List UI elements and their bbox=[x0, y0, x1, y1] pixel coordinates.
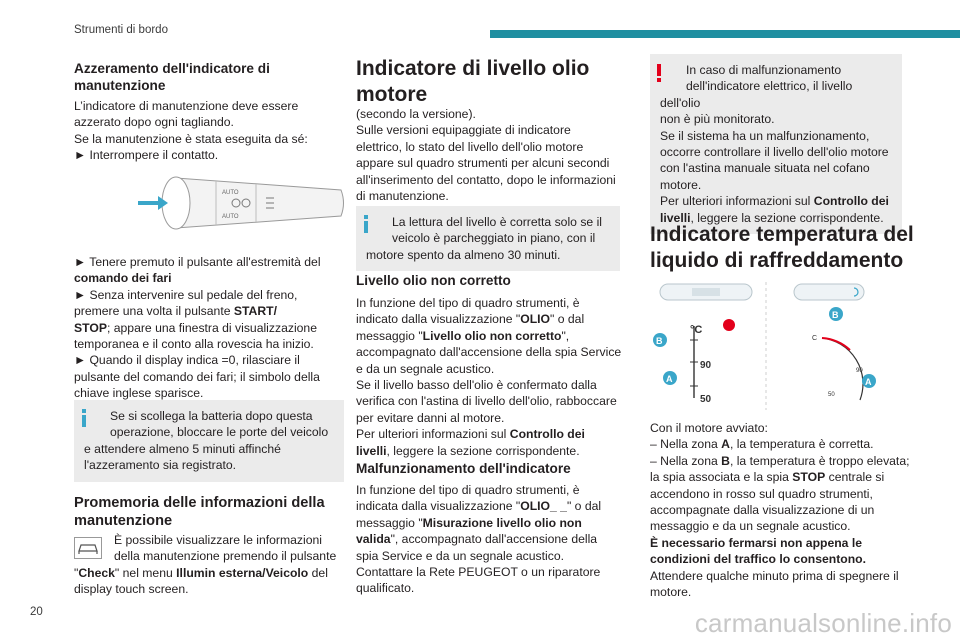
text-line: operazione, bloccare le porte del veicolo bbox=[110, 425, 329, 440]
title-line: liquido di raffreddamento bbox=[650, 249, 904, 272]
zone-b-label: B bbox=[832, 310, 839, 320]
info-icon bbox=[81, 409, 87, 427]
text-line: verifica con l'astina di livello dell'olio, rabboccare bbox=[356, 394, 617, 409]
text-span: , leggere la sezione corrispondente. bbox=[690, 210, 884, 225]
text-span: livelli bbox=[660, 210, 691, 225]
text-line: motore spento da almeno 30 minuti. bbox=[366, 247, 561, 262]
text-span: , leggere la sezione corrispondente. bbox=[386, 443, 580, 458]
text-line: condizioni del traffico lo consentono. bbox=[650, 552, 866, 567]
text-line: Se il livello basso dell'olio è confermato dalla bbox=[356, 378, 597, 393]
text-line: elettrico, lo stato del livello dell'olio motore bbox=[356, 139, 584, 154]
text-line: veicolo è parcheggiato in piano, con il bbox=[392, 231, 596, 246]
reminder-paragraph bbox=[74, 532, 336, 598]
zone-a-label: A bbox=[666, 374, 673, 384]
text-line: accompagnate dalla visualizzazione di un bbox=[650, 503, 875, 518]
text-line: Attendere qualche minuto prima di spegnere il bbox=[650, 568, 899, 583]
arc-label-50: 50 bbox=[828, 392, 835, 398]
oil-incorrect-heading: Livello olio non corretto bbox=[356, 273, 511, 288]
text-span: – Nella zona bbox=[650, 437, 722, 452]
oil-malfunction-heading: Malfunzionamento dell'indicatore bbox=[356, 461, 571, 476]
coolant-paragraph bbox=[650, 420, 910, 600]
text-line: accompagnato dall'accensione della spia Service bbox=[356, 345, 622, 360]
text-line: comando dei fari bbox=[74, 271, 172, 286]
text-span: Illumin esterna/Veicolo bbox=[176, 565, 309, 580]
reminder-title bbox=[74, 494, 325, 530]
arc-label-c: C bbox=[812, 335, 818, 342]
text-span: Check bbox=[78, 565, 115, 580]
text-span: valida bbox=[356, 532, 391, 547]
info-box-battery bbox=[74, 400, 344, 482]
watermark: carmanualsonline.info bbox=[694, 608, 952, 638]
text-span: Misurazione livello olio non bbox=[422, 515, 582, 530]
text-line: messaggio e da un segnale acustico. bbox=[650, 519, 851, 534]
text-line: Contattare la Rete PEUGEOT o un riparatore bbox=[356, 565, 601, 580]
header-accent-bar bbox=[490, 30, 960, 38]
text-line: Se il sistema ha un malfunzionamento, bbox=[660, 128, 870, 143]
text-line: (secondo la versione). bbox=[356, 107, 476, 121]
text-line: con l'astina manuale situata nel cofano bbox=[660, 161, 870, 176]
text-line: ► Senza intervenire sul pedale del freno, bbox=[74, 287, 298, 302]
page-number: 20 bbox=[30, 606, 43, 618]
text-span: OLIO bbox=[520, 312, 551, 327]
text-line: azzerato dopo ogni tagliando. bbox=[74, 115, 234, 130]
text-line: motore. bbox=[660, 177, 702, 192]
oil-level-title bbox=[356, 56, 589, 108]
text-span: A bbox=[721, 437, 730, 452]
stalk-label: AUTO bbox=[222, 190, 239, 196]
reminder-title-line: Promemoria delle informazioni della bbox=[74, 495, 325, 511]
text-line: ► Tenere premuto il pulsante all'estremità del bbox=[74, 255, 321, 269]
dashboard-left-icon bbox=[660, 284, 752, 300]
text-span: messaggio " bbox=[356, 328, 423, 343]
text-line: accendono in rosso sul quadro strumenti, bbox=[650, 486, 873, 501]
text-line: non è più monitorato. bbox=[660, 112, 775, 127]
section-header: Strumenti di bordo bbox=[74, 24, 168, 36]
text-line: Se si scollega la batteria dopo questa bbox=[110, 409, 313, 423]
light-stalk-illustration bbox=[136, 168, 346, 238]
text-line: display touch screen. bbox=[74, 582, 189, 597]
gauge-unit-label: °C bbox=[690, 324, 703, 336]
info-box-oil-reading bbox=[356, 206, 620, 271]
text-line: di manutenzione. bbox=[356, 189, 449, 204]
text-span: Per ulteriori informazioni sul bbox=[356, 427, 510, 442]
warning-lamp-icon bbox=[723, 319, 735, 331]
text-line: Se la manutenzione è stata eseguita da sé: bbox=[74, 131, 308, 146]
text-line: spia Service e da un segnale acustico. bbox=[356, 548, 564, 563]
text-line: per evitare danni al motore. bbox=[356, 410, 505, 425]
text-line: pulsante del comando dei fari; il simbolo della bbox=[74, 369, 320, 384]
text-span: del bbox=[308, 565, 328, 580]
text-span: la spia associata e la spia bbox=[650, 470, 793, 485]
text-line: Sulle versioni equipaggiate di indicatore bbox=[356, 123, 571, 138]
text-line: ► Quando il display indica =0, rilasciare il bbox=[74, 353, 300, 368]
text-line: La lettura del livello è corretta solo se il bbox=[392, 215, 603, 229]
text-span: OLIO_ _ bbox=[520, 499, 567, 514]
oil-incorrect-paragraph bbox=[356, 295, 621, 459]
text-span: messaggio " bbox=[356, 515, 423, 530]
text-line: In caso di malfunzionamento bbox=[686, 63, 842, 77]
text-span: " nel menu bbox=[114, 565, 177, 580]
title-line: motore bbox=[356, 83, 428, 106]
text-span: Livello olio non corretto bbox=[422, 328, 562, 343]
text-span: ; appare una finestra di visualizzazione bbox=[106, 320, 317, 335]
text-line: e da un segnale acustico. bbox=[356, 361, 495, 376]
text-span: premere una volta il pulsante bbox=[74, 304, 234, 319]
coolant-temp-title bbox=[650, 222, 914, 274]
coolant-gauges-illustration bbox=[650, 280, 882, 412]
dashboard-right-icon bbox=[794, 284, 864, 300]
arc-label-90: 90 bbox=[856, 368, 863, 374]
warning-icon bbox=[656, 64, 662, 82]
text-line: motore. bbox=[650, 585, 692, 600]
text-span: STOP bbox=[792, 470, 826, 485]
gauge-value-label: 90 bbox=[700, 360, 712, 371]
text-span: " o dal bbox=[566, 499, 602, 514]
reminder-title-line: manutenzione bbox=[74, 513, 173, 529]
text-line: all'inserimento del contatto, dopo le informazioni bbox=[356, 172, 616, 187]
text-span: , la temperatura è troppo elevata; bbox=[729, 453, 910, 468]
title-line: Indicatore temperatura del bbox=[650, 223, 914, 246]
text-line: È possibile visualizzare le informazioni bbox=[114, 533, 322, 547]
text-line: e attendere almeno 5 minuti affinché bbox=[84, 441, 281, 456]
reset-paragraph bbox=[74, 98, 308, 164]
text-line: dell'indicatore elettrico, il livello dell'olio bbox=[660, 79, 853, 110]
text-line: ► Interrompere il contatto. bbox=[74, 148, 219, 163]
text-line: È necessario fermarsi non appena le bbox=[650, 535, 863, 550]
reset-title-line: manutenzione bbox=[74, 78, 166, 93]
text-span: " bbox=[74, 565, 79, 580]
text-line: occorre controllare il livello dell'olio motore bbox=[660, 145, 889, 160]
reset-title bbox=[74, 60, 270, 94]
text-line: Con il motore avviato: bbox=[650, 421, 768, 435]
text-span: indicata dalla visualizzazione " bbox=[356, 499, 521, 514]
text-span: STOP bbox=[74, 320, 107, 335]
text-line: In funzione del tipo di quadro strumenti, è bbox=[356, 483, 580, 497]
text-line: In funzione del tipo di quadro strumenti, è bbox=[356, 296, 580, 310]
info-icon bbox=[363, 215, 369, 233]
oil-malfunction-paragraph bbox=[356, 482, 601, 597]
zone-a-label: A bbox=[865, 377, 872, 387]
stalk-label: AUTO bbox=[222, 214, 239, 220]
text-line: chiave inglese sparisce. bbox=[74, 386, 204, 401]
steps-paragraph bbox=[74, 254, 321, 402]
text-span: " o dal bbox=[550, 312, 585, 327]
text-line: qualificato. bbox=[356, 581, 415, 596]
text-span: ", bbox=[561, 328, 570, 343]
text-span: indicato dalla visualizzazione " bbox=[356, 312, 521, 327]
reset-title-line: Azzeramento dell'indicatore di bbox=[74, 61, 270, 76]
text-line: appare sul quadro strumenti per alcuni secondi bbox=[356, 156, 610, 171]
oil-intro-paragraph bbox=[356, 106, 616, 204]
text-span: Per ulteriori informazioni sul bbox=[660, 194, 814, 209]
text-line: temporanea e il conto alla rovescia ha inizio. bbox=[74, 337, 314, 352]
text-span: Controllo dei bbox=[813, 194, 889, 209]
text-line: l'azzeramento sia registrato. bbox=[84, 458, 237, 473]
warning-box-oil-sensor bbox=[650, 54, 902, 234]
gauge-value-label: 50 bbox=[700, 394, 712, 405]
text-span: ", accompagnato dall'accensione della bbox=[390, 532, 598, 547]
text-span: START/ bbox=[233, 304, 277, 319]
text-line: della manutenzione premendo il pulsante bbox=[114, 549, 337, 564]
text-line: L’indicatore di manutenzione deve essere bbox=[74, 99, 299, 113]
text-span: – Nella zona bbox=[650, 453, 722, 468]
text-span: centrale si bbox=[825, 470, 885, 485]
title-line: Indicatore di livello olio bbox=[356, 57, 590, 80]
text-span: Controllo dei bbox=[509, 427, 585, 442]
text-span: B bbox=[721, 453, 730, 468]
text-span: , la temperatura è corretta. bbox=[729, 437, 874, 452]
zone-b-label: B bbox=[656, 336, 663, 346]
text-span: livelli bbox=[356, 443, 387, 458]
